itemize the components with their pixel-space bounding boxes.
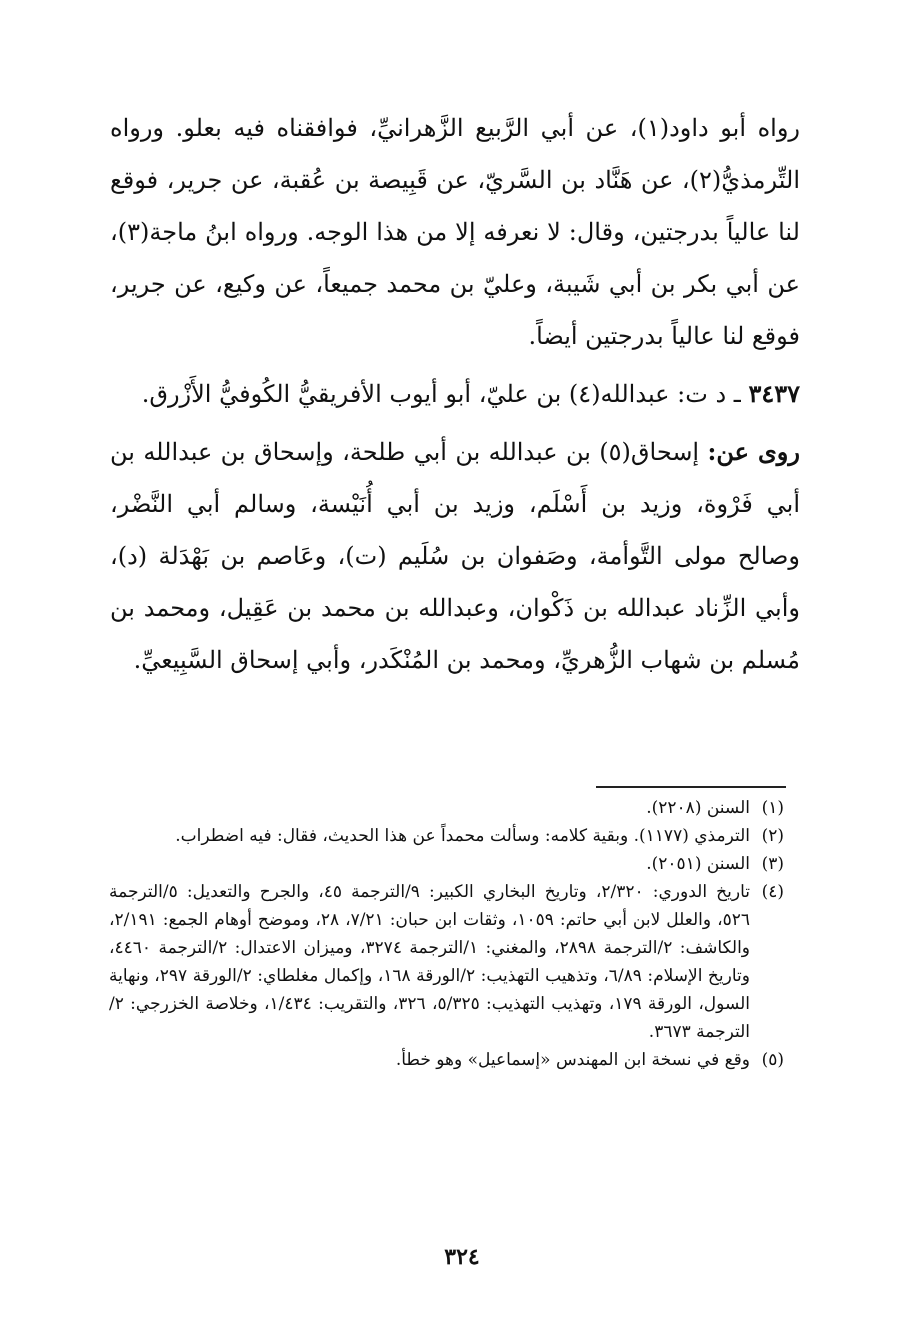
footnote-3 <box>109 850 784 878</box>
footnote-text: وقع في نسخة ابن المهندس «إسماعيل» وهو خطأ. <box>395 1050 750 1070</box>
footnote-text: السنن (٢٠٥١). <box>646 854 750 874</box>
narrated-from-text: إسحاق(٥) بن عبدالله بن أبي طلحة، وإسحاق بن عبدالله بن أبي فَرْوة، وزيد بن أَسْلَم، وزيد بن أبي أُنَيْسة، وسالم أبي النَّضْر، وصالح مولى التَّوأمة، وصَفوان بن سُلَيم (ت)، وعَاصم بن بَهْدَلة (د)، وأبي الزِّناد عبدالله بن ذَكْوان، وعبدالله بن محمد بن عَقِيل، ومحمد بن مُسلم بن شهاب الزُّهريِّ، ومحمد بن المُنْكَدر، وأبي إسحاق السَّبِيعيِّ. <box>110 438 800 674</box>
footnote-marker: (١) <box>761 798 784 818</box>
footnotes <box>109 794 784 1074</box>
footnote-marker: (٢) <box>761 826 784 846</box>
main-text <box>110 102 800 686</box>
footnote-text: الترمذي (١١٧٧). وبقية كلامه: وسألت محمداً عن هذا الحديث، فقال: فيه اضطراب. <box>175 826 750 846</box>
footnote-marker: (٤) <box>761 882 784 902</box>
footnote-marker: (٥) <box>761 1050 784 1070</box>
footnote-marker: (٣) <box>761 854 784 874</box>
footnote-1 <box>109 794 784 822</box>
entry-heading <box>110 368 800 420</box>
narrated-from-label: روى عن: <box>707 437 800 466</box>
entry-number: ٣٤٣٧ <box>748 379 800 408</box>
footnote-divider <box>596 786 786 788</box>
page-number: ٣٢٤ <box>444 1244 480 1270</box>
paragraph-narration: رواه أبو داود(١)، عن أبي الرَّبيع الزَّهرانيِّ، فوافقناه فيه بعلو. ورواه التِّرمذيُّ(٢)، عن هَنَّاد بن السَّريّ، عن قَبِيصة بن عُقبة، عن جرير، فوقع لنا عالياً بدرجتين، وقال: لا نعرفه إلا من هذا الوجه. ورواه ابنُ ماجة(٣)، عن أبي بكر بن أبي شَيبة، وعليّ بن محمد جميعاً، عن وكيع، عن جرير، فوقع لنا عالياً بدرجتين أيضاً. <box>110 114 800 350</box>
footnote-5 <box>109 1046 784 1074</box>
paragraph-narrated-from <box>110 426 800 686</box>
footnote-text: تاريخ الدوري: ٢/٣٢٠، وتاريخ البخاري الكبير: ٩/الترجمة ٤٥، والجرح والتعديل: ٥/الترجمة ٥٢٦، والعلل لابن أبي حاتم: ١٠٥٩، وثقات ابن حبان: ٧/٢١، ٢٨، وموضح أوهام الجمع: ٢/١٩١، والكاشف: ٢/الترجمة ٢٨٩٨، والمغني: ١/الترجمة ٣٢٧٤، وميزان الاعتدال: ٢/الترجمة ٤٤٦٠، وتاريخ الإسلام: ٦/٨٩، وتذهيب التهذيب: ٢/الورقة ١٦٨، وإكمال مغلطاي: ٢/الورقة ٢٩٧، ونهاية السول، الورقة ١٧٩، وتهذيب التهذيب: ٥/٣٢٥، ٣٢٦، والتقريب: ١/٤٣٤، وخلاصة الخزرجي: ٢/الترجمة ٣٦٧٣. <box>109 882 751 1042</box>
footnote-2 <box>109 822 784 850</box>
footnote-4 <box>109 878 784 1046</box>
entry-title: ـ د ت: عبدالله(٤) بن عليّ، أبو أيوب الأفريقيُّ الكُوفيُّ الأَزْرق. <box>141 380 741 408</box>
footnote-text: السنن (٢٢٠٨). <box>646 798 750 818</box>
